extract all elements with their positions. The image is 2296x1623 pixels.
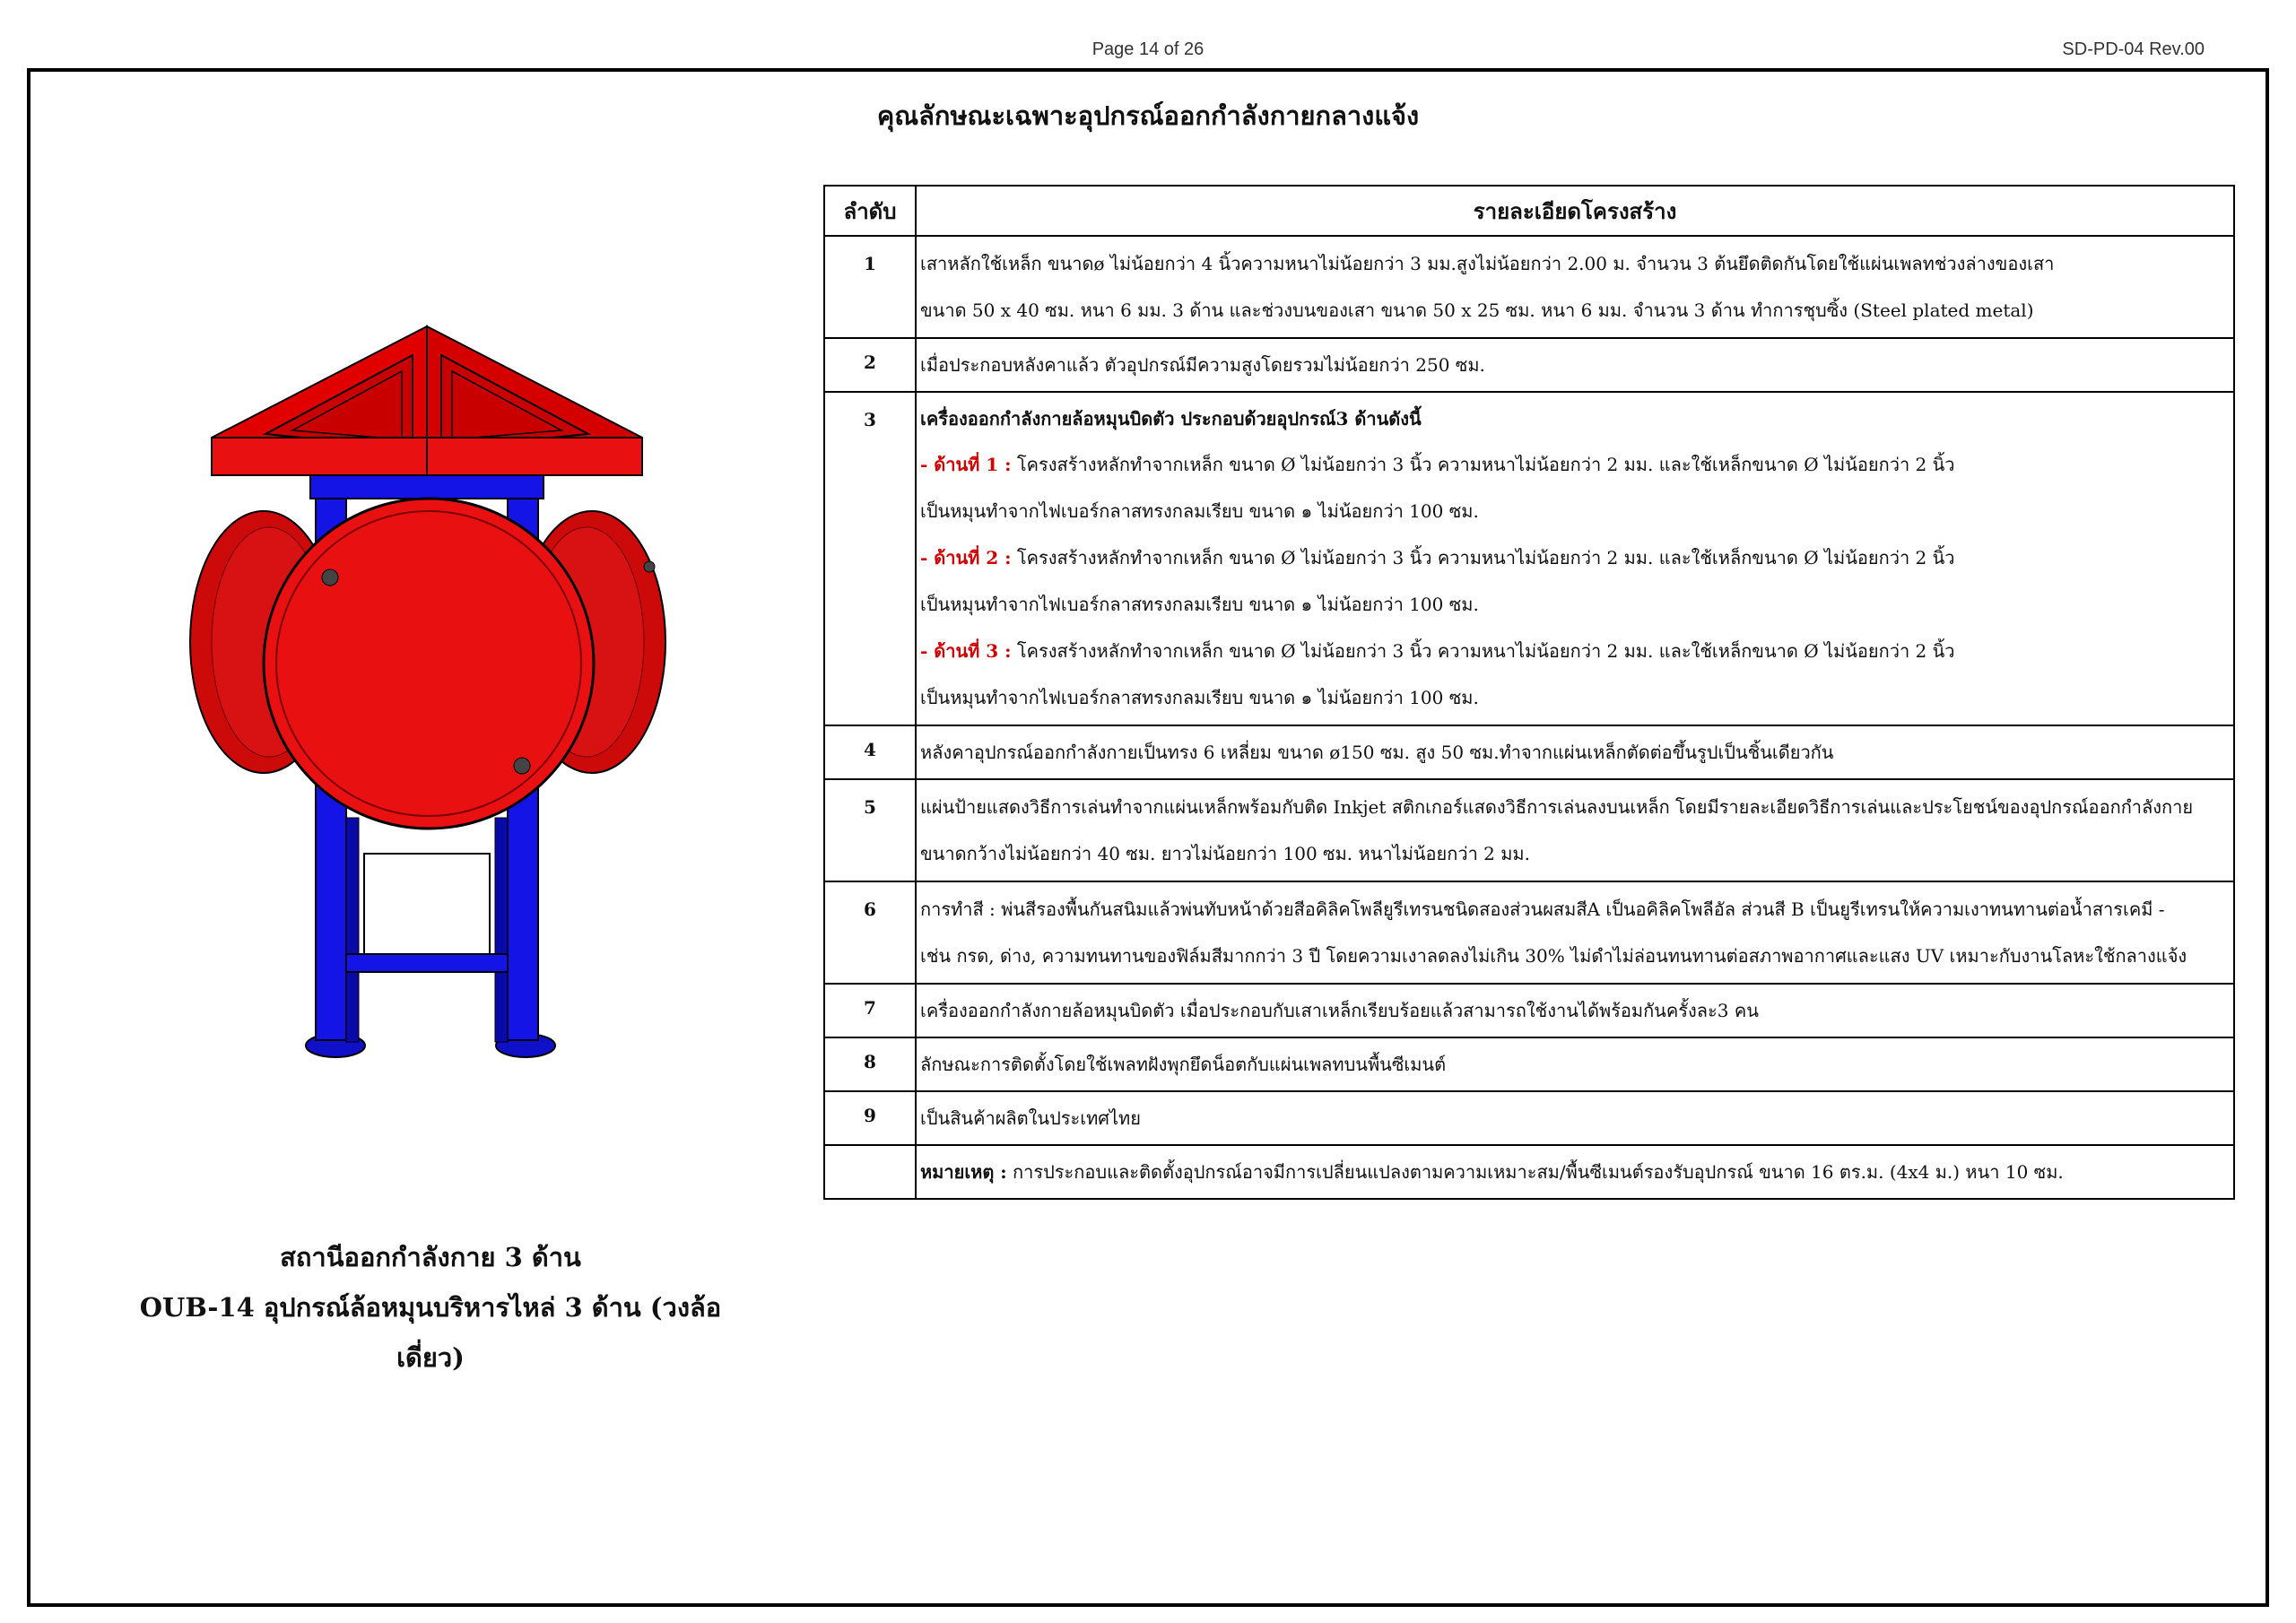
- row-num: 4: [824, 725, 916, 779]
- front-wheel-bolt-bottom: [514, 758, 530, 774]
- row-detail: [916, 881, 2234, 984]
- detail-line: หลังคาอุปกรณ์ออกกำลังกายเป็นทรง 6 เหลี่ยม ขนาด ø150 ซม. สูง 50 ซม.ทำจากแผ่นเหล็กตัดต่อขึ้นรูปเป็นชิ้นเดียวกัน: [920, 742, 1834, 763]
- detail-line: ลักษณะการติดตั้งโดยใช้เพลทฝังพุกยึดน็อตกับแผ่นเพลทบนพื้นซีเมนต์: [920, 1054, 1447, 1075]
- row-detail: [916, 984, 2234, 1037]
- caption-line-2: OUB-14 อุปกรณ์ล้อหมุนบริหารไหล่ 3 ด้าน (วงล้อเดี่ยว): [139, 1292, 722, 1373]
- table-row: [824, 236, 2234, 338]
- caption-line-1: สถานีออกกำลังกาย 3 ด้าน: [280, 1242, 581, 1272]
- table-row: [824, 984, 2234, 1037]
- table-row: [824, 1091, 2234, 1145]
- row-num: 5: [824, 779, 916, 881]
- lower-plate: [346, 954, 508, 972]
- row-detail: [916, 779, 2234, 881]
- row-num: 9: [824, 1091, 916, 1145]
- side-1-line: [920, 441, 2228, 488]
- equipment-caption: [108, 1232, 753, 1383]
- row-num: 2: [824, 338, 916, 392]
- upper-plate: [310, 475, 544, 499]
- header-num: ลำดับ: [824, 186, 916, 236]
- side-3-line: [920, 628, 2228, 674]
- table-row: [824, 338, 2234, 392]
- row-detail: [916, 236, 2234, 338]
- table-header-row: [824, 186, 2234, 236]
- side-label: - ด้านที่ 1 :: [920, 454, 1012, 475]
- detail-line: ขนาดกว้างไม่น้อยกว่า 40 ซม. ยาวไม่น้อยกว่า 100 ซม. หนาไม่น้อยกว่า 2 มม.: [920, 843, 1530, 864]
- front-wheel: [264, 499, 594, 829]
- front-wheel-bolt-top: [322, 569, 338, 586]
- row-num: 8: [824, 1037, 916, 1091]
- row-num: 7: [824, 984, 916, 1037]
- detail-line: ขนาด 50 x 40 ซม. หนา 6 มม. 3 ด้าน และช่วงบนของเสา ขนาด 50 x 25 ซม. หนา 6 มม. จำนวน 3 ด้าน ทำการชุบซิ้ง (Steel plated metal): [920, 299, 2034, 321]
- side-wheel-bolt: [644, 561, 655, 572]
- detail-line: การทำสี : พ่นสีรองพื้นกันสนิมแล้วพ่นทับหน้าด้วยสีอคิลิคโพลียูรีเทรนชนิดสองส่วนผสมสีA เป็นอคิลิคโพลีอัล ส่วนสี B เป็นยูรีเทรนให้ความเงาทนทานต่อน้ำสารเคมี -: [920, 898, 2165, 920]
- table-row: [824, 1037, 2234, 1091]
- row-num: 3: [824, 392, 916, 725]
- table-row: [824, 779, 2234, 881]
- spec-table: [823, 185, 2235, 1200]
- post-right-inner: [495, 818, 508, 1042]
- note-label: หมายเหตุ :: [920, 1161, 1007, 1183]
- row-detail: [916, 338, 2234, 392]
- row-num: 6: [824, 881, 916, 984]
- equipment-illustration: [176, 316, 678, 1069]
- row-detail: [916, 1037, 2234, 1091]
- page-number: Page 14 of 26: [1091, 39, 1205, 59]
- table-row-note: [824, 1145, 2234, 1199]
- detail-line: แผ่นป้ายแสดงวิธีการเล่นทำจากแผ่นเหล็กพร้อมกับติด Inkjet สติกเกอร์แสดงวิธีการเล่นลงบนเหล็ก โดยมีรายละเอียดวิธีการเล่นและประโยชน์ของอุปกรณ์ออกกำลังกาย: [920, 796, 2194, 818]
- side-label: - ด้านที่ 2 :: [920, 547, 1012, 568]
- detail-line: เครื่องออกกำลังกายล้อหมุนบิดตัว เมื่อประกอบกับเสาเหล็กเรียบร้อยแล้วสามารถใช้งานได้พร้อมกันครั้งละ3 คน: [920, 1000, 1759, 1021]
- note-text: การประกอบและติดตั้งอุปกรณ์อาจมีการเปลี่ยนแปลงตามความเหมาะสม/พื้นซีเมนต์รองรับอุปกรณ์ ขนาด 16 ตร.ม. (4x4 ม.) หนา 10 ซม.: [1013, 1161, 2064, 1183]
- row-detail: [916, 725, 2234, 779]
- row-detail: [916, 1091, 2234, 1145]
- detail-line: เสาหลักใช้เหล็ก ขนาดø ไม่น้อยกว่า 4 นิ้วความหนาไม่น้อยกว่า 3 มม.สูงไม่น้อยกว่า 2.00 ม. จำนวน 3 ต้นยึดติดกันโดยใช้แผ่นเพลทช่วงล่างของเสา: [920, 253, 2055, 274]
- post-left-inner: [346, 818, 359, 1042]
- side-label: - ด้านที่ 3 :: [920, 640, 1012, 662]
- note-line: [920, 1150, 2228, 1194]
- side-3-cont: เป็นหมุนทำจากไฟเบอร์กลาสทรงกลมเรียบ ขนาด ๑ ไม่น้อยกว่า 100 ซม.: [920, 687, 1479, 708]
- table-row: [824, 725, 2234, 779]
- side-text: โครงสร้างหลักทำจากเหล็ก ขนาด Ø ไม่น้อยกว่า 3 นิ้ว ความหนาไม่น้อยกว่า 2 มม. และใช้เหล็กขนาด Ø ไม่น้อยกว่า 2 นิ้ว: [1016, 454, 1955, 475]
- side-text: โครงสร้างหลักทำจากเหล็ก ขนาด Ø ไม่น้อยกว่า 3 นิ้ว ความหนาไม่น้อยกว่า 2 มม. และใช้เหล็กขนาด Ø ไม่น้อยกว่า 2 นิ้ว: [1016, 640, 1955, 662]
- table-row: [824, 881, 2234, 984]
- lower-frame-opening: [364, 854, 490, 954]
- detail-intro: เครื่องออกกำลังกายล้อหมุนบิดตัว ประกอบด้วยอุปกรณ์3 ด้านดังนี้: [920, 408, 1422, 430]
- detail-line: เป็นสินค้าผลิตในประเทศไทย: [920, 1107, 1141, 1129]
- page-title: คุณลักษณะเฉพาะอุปกรณ์ออกกำลังกายกลางแจ้ง: [876, 100, 1420, 131]
- detail-line: เมื่อประกอบหลังคาแล้ว ตัวอุปกรณ์มีความสูงโดยรวมไม่น้อยกว่า 250 ซม.: [920, 354, 1485, 376]
- side-text: โครงสร้างหลักทำจากเหล็ก ขนาด Ø ไม่น้อยกว่า 3 นิ้ว ความหนาไม่น้อยกว่า 2 มม. และใช้เหล็กขนาด Ø ไม่น้อยกว่า 2 นิ้ว: [1016, 547, 1955, 568]
- document-code: SD-PD-04 Rev.00: [2062, 39, 2205, 59]
- row-num: 1: [824, 236, 916, 338]
- table-row: [824, 392, 2234, 725]
- note-detail: [916, 1145, 2234, 1199]
- row-detail: [916, 392, 2234, 725]
- detail-line: เช่น กรด, ด่าง, ความทนทานของฟิล์มสีมากกว่า 3 ปี โดยความเงาลดลงไม่เกิน 30% ไม่ดำไม่ล่อนทนทานต่อสภาพอากาศและแสง UV เหมาะกับงานโลหะใช้กลางแจ้ง: [920, 945, 2187, 967]
- row-num-empty: [824, 1145, 916, 1199]
- header-detail: รายละเอียดโครงสร้าง: [916, 186, 2234, 236]
- side-2-cont: เป็นหมุนทำจากไฟเบอร์กลาสทรงกลมเรียบ ขนาด ๑ ไม่น้อยกว่า 100 ซม.: [920, 594, 1479, 615]
- side-1-cont: เป็นหมุนทำจากไฟเบอร์กลาสทรงกลมเรียบ ขนาด ๑ ไม่น้อยกว่า 100 ซม.: [920, 500, 1479, 522]
- side-2-line: [920, 534, 2228, 581]
